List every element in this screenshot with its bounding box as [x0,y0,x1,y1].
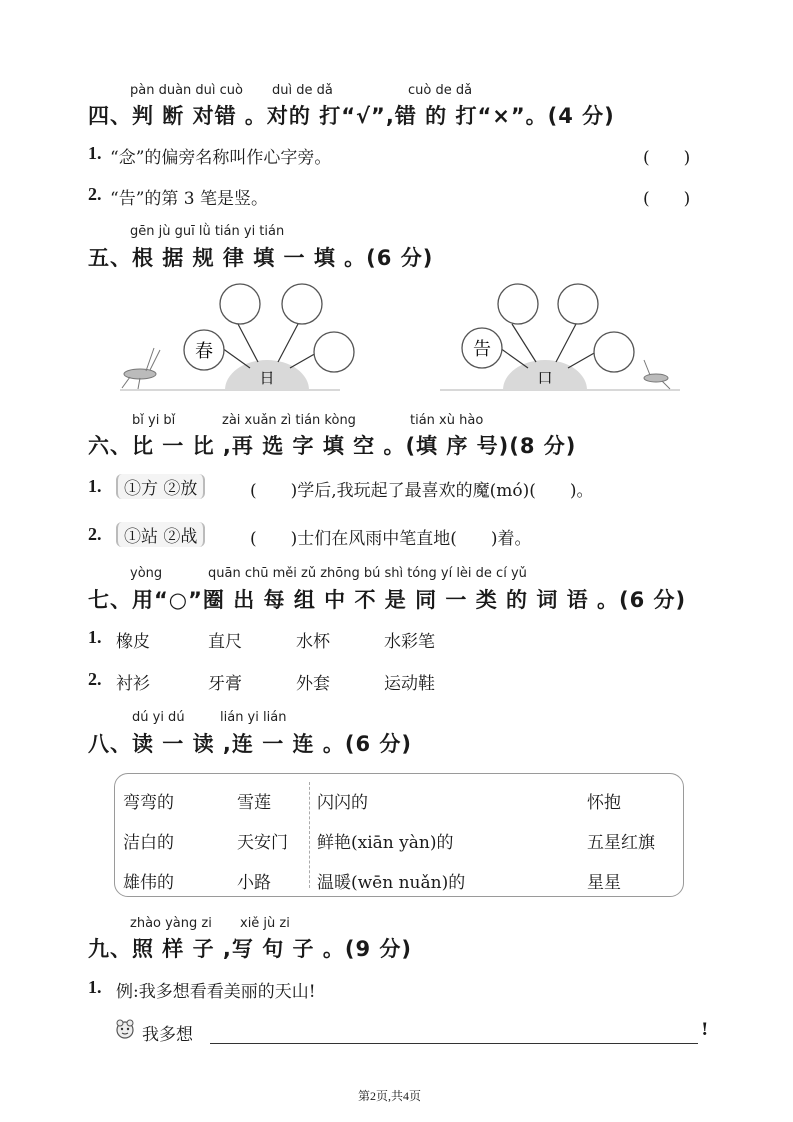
pinyin: tián xù hào [410,413,484,428]
left-char: 春 [195,341,213,362]
item-text: “告”的第 3 笔是竖。 [110,189,269,209]
blank-circle[interactable] [282,284,322,324]
pinyin: bǐ yi bǐ [132,413,176,428]
match-word[interactable]: 五星红旗 [587,833,655,853]
blank-circle[interactable] [594,332,634,372]
match-word[interactable]: 闪闪的 [317,793,368,813]
pinyin: xiě jù zi [240,916,290,931]
pinyin: gēn jù guī lǜ tián yi tián [130,224,285,239]
right-base: 口 [537,369,553,387]
match-word[interactable]: 雄伟的 [123,873,174,893]
options-box: ①方 ②放 [116,474,205,499]
section-heading: 七、用“○”圈 出 每 组 中 不 是 同 一 类 的 词 语 。(6 分) [88,588,687,612]
example-sentence: 例:我多想看看美丽的天山! [116,982,316,1002]
sentence-end: ! [701,1020,709,1040]
sentence-prompt: 我多想 [142,1025,193,1045]
item-number: 1. [88,143,102,163]
pinyin: cuò de dǎ [408,83,473,98]
match-word[interactable]: 雪莲 [237,793,271,813]
section-heading: 六、比 一 比 ,再 选 字 填 空 。(填 序 号)(8 分) [88,434,577,458]
blank-circle[interactable] [314,332,354,372]
pinyin: pàn duàn duì cuò [130,83,243,98]
word[interactable]: 直尺 [208,632,242,652]
word[interactable]: 橡皮 [116,632,150,652]
section-heading: 八、读 一 读 ,连 一 连 。(6 分) [88,732,412,756]
match-word[interactable]: 天安门 [237,833,288,853]
match-word[interactable]: 鲜艳(xiān yàn)的 [317,833,454,853]
left-base: 日 [259,369,275,387]
answer-paren[interactable]: ( ) [643,148,691,168]
item-number: 2. [88,669,102,689]
blank-circle[interactable] [498,284,538,324]
item-number: 1. [88,476,102,496]
word[interactable]: 水杯 [296,632,330,652]
match-word[interactable]: 洁白的 [123,833,174,853]
word[interactable]: 运动鞋 [384,674,435,694]
word[interactable]: 水彩笔 [384,632,435,652]
match-word[interactable]: 星星 [587,873,621,893]
grasshopper-icon [644,360,670,389]
pinyin: yòng [130,566,163,581]
item-number: 1. [88,977,102,997]
match-word[interactable]: 怀抱 [587,793,621,813]
item-text: ( )学后,我玩起了最喜欢的魔(mó)( )。 [250,481,594,501]
pinyin: lián yi lián [220,710,287,725]
item-number: 2. [88,524,102,544]
section-heading: 九、照 样 子 ,写 句 子 。(9 分) [88,937,412,961]
answer-paren[interactable]: ( ) [643,189,691,209]
item-number: 1. [88,627,102,647]
section-heading: 五、根 据 规 律 填 一 填 。(6 分) [88,246,434,270]
blank-circle[interactable] [558,284,598,324]
pinyin: zài xuǎn zì tián kòng [222,413,356,428]
pinyin: dú yi dú [132,710,185,725]
mascot-icon [114,1018,136,1040]
word[interactable]: 外套 [296,674,330,694]
item-text: ( )士们在风雨中笔直地( )着。 [250,529,532,549]
divider [309,782,310,888]
section-heading: 四、判 断 对错 。对的 打“√”,错 的 打“×”。(4 分) [88,104,615,128]
item-text: “念”的偏旁名称叫作心字旁。 [110,148,332,168]
match-word[interactable]: 温暖(wēn nuǎn)的 [317,873,466,893]
answer-line[interactable] [210,1043,698,1044]
blank-circle[interactable] [220,284,260,324]
match-word[interactable]: 小路 [237,873,271,893]
right-char: 告 [473,339,491,360]
page-footer: 第2页,共4页 [358,1089,422,1103]
match-word[interactable]: 弯弯的 [123,793,174,813]
pinyin: zhào yàng zi [130,916,212,931]
pattern-diagram [110,278,690,396]
word[interactable]: 衬衫 [116,674,150,694]
item-number: 2. [88,184,102,204]
word[interactable]: 牙膏 [208,674,242,694]
options-box: ①站 ②战 [116,522,205,547]
pinyin: duì de dǎ [272,83,333,98]
matching-box [114,773,684,897]
pinyin: quān chū měi zǔ zhōng bú shì tóng yí lèi de cí yǔ [208,566,527,581]
grasshopper-icon [122,348,160,389]
